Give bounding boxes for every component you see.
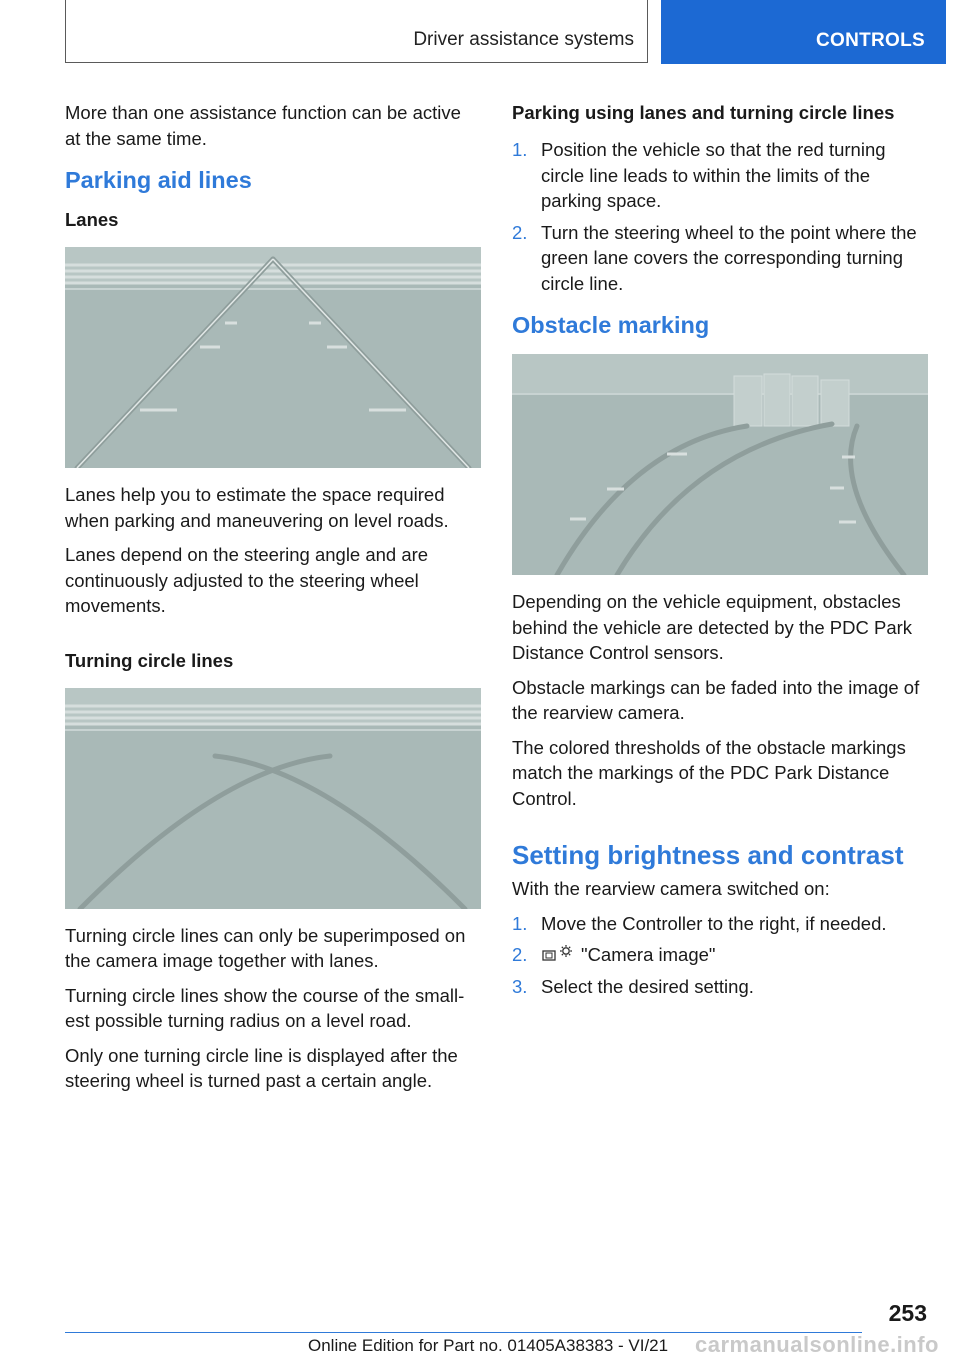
heading-brightness-contrast: Setting brightness and contrast: [512, 840, 904, 870]
lanes-paragraph-2: Lanes depend on the steering angle and are continuously adjusted to the steering wheel movements.: [65, 544, 429, 616]
lanes-illustration: [65, 247, 481, 468]
list-item: [512, 137, 928, 214]
intro-paragraph: More than one assistance function can be active at the same time.: [65, 102, 461, 149]
obstacle-paragraph-1: Depending on the vehicle equipment, obstacles behind the vehicle are detected by the PDC Park Distance Control sensors.: [512, 591, 913, 663]
header-tab-label: CONTROLS: [815, 30, 925, 51]
list-item: [512, 220, 928, 297]
step-text: Move the Controller to the right, if needed.: [541, 912, 887, 934]
footer-edition: Online Edition for Part no. 01405A38383 - VI/21: [308, 1336, 669, 1355]
obstacle-paragraph-3: The colored thresholds of the obstacle markings match the markings of the PDC Park Distance Control.: [512, 736, 906, 809]
heading-parking-using-lanes: Parking using lanes and turning circle lines: [512, 102, 895, 123]
header-section-title: Driver assistance systems: [413, 29, 634, 50]
parking-steps-list: [512, 137, 928, 296]
list-item: [512, 942, 928, 968]
turning-paragraph-2: Turning circle lines show the course of the small-est possible turning radius on a level road.: [65, 984, 465, 1031]
heading-parking-aid-lines: Parking aid lines: [65, 167, 252, 193]
list-item: [512, 974, 928, 1000]
watermark: carmanualsonline.info: [695, 1332, 939, 1357]
turning-circle-illustration: [65, 688, 481, 909]
step-text: Select the desired setting.: [541, 975, 754, 997]
step-number: 2.: [512, 944, 528, 965]
step-number: 1.: [512, 139, 528, 160]
brightness-intro: With the rearview camera switched on:: [512, 878, 830, 899]
camera-settings-icon: [541, 944, 575, 964]
heading-lanes: Lanes: [65, 209, 119, 230]
step-text: Turn the steering wheel to the point where the green lane covers the corresponding turning circle line.: [541, 221, 917, 294]
step-number: 1.: [512, 912, 528, 934]
list-item: [512, 911, 928, 937]
step-text: Position the vehicle so that the red turning circle line leads to within the limits of the parking space.: [541, 139, 886, 211]
obstacle-marking-illustration: [512, 354, 928, 575]
step-text: "Camera image": [581, 944, 716, 965]
step-number: 3.: [512, 975, 528, 997]
heading-turning-circle-lines: Turning circle lines: [65, 649, 234, 671]
brightness-steps-list: [512, 911, 928, 1000]
turning-paragraph-3: Only one turning circle line is displayed after the steering wheel is turned past a certain angle.: [65, 1044, 458, 1091]
heading-obstacle-marking: Obstacle marking: [512, 312, 710, 338]
step-number: 2.: [512, 221, 528, 243]
lanes-paragraph-1: Lanes help you to estimate the space required when parking and maneuvering on level roads.: [65, 484, 449, 531]
header-tab[interactable]: [661, 0, 946, 64]
obstacle-paragraph-2: Obstacle markings can be faded into the image of the rearview camera.: [512, 676, 920, 723]
page-number: 253: [888, 1300, 927, 1326]
left-column: [65, 100, 481, 1103]
turning-paragraph-1: Turning circle lines can only be superimposed on the camera image together with lanes.: [65, 924, 466, 971]
right-column: [512, 100, 928, 1007]
